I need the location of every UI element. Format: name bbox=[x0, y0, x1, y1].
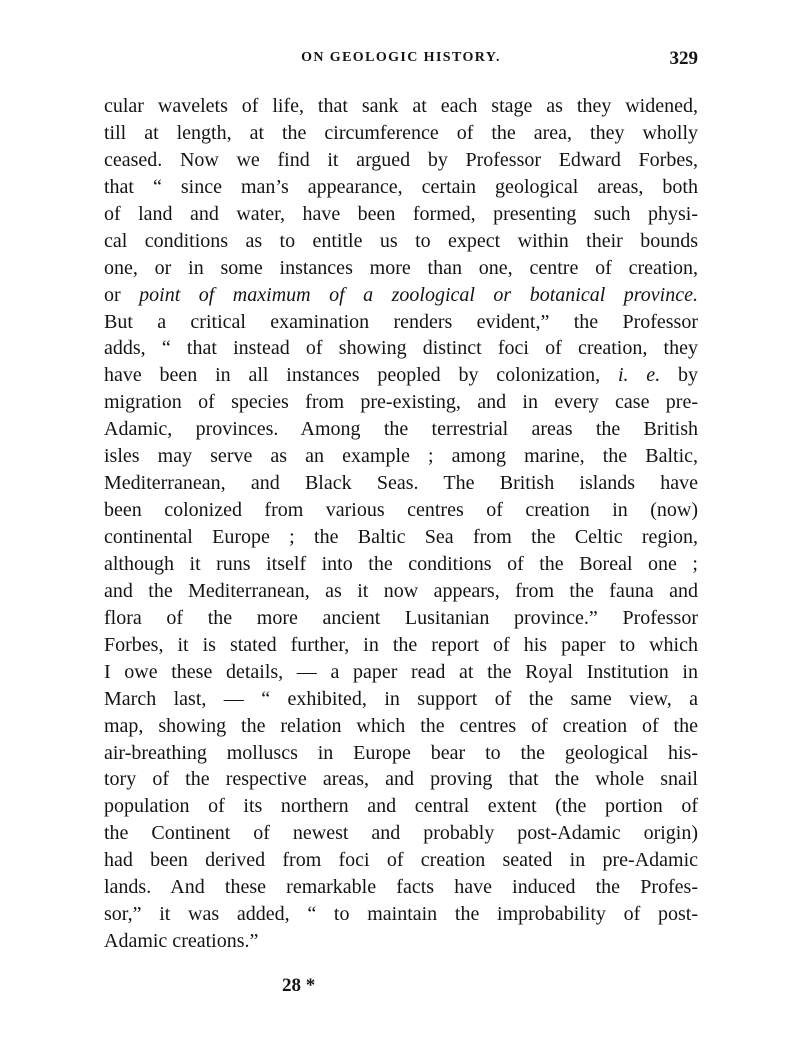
text-line bbox=[104, 524, 698, 551]
text-line bbox=[104, 793, 698, 820]
text-run: tory of the respective areas, and proving that the whole snail bbox=[104, 768, 698, 791]
text-line bbox=[104, 201, 698, 228]
text-run: I owe these details, — a paper read at the Royal Institution in bbox=[104, 660, 698, 683]
text-run: have been in all instances peopled by colonization, bbox=[104, 364, 618, 387]
text-run: isles may serve as an example ; among marine, the Baltic, bbox=[104, 445, 698, 468]
text-run: and the Mediterranean, as it now appears, from the fauna and bbox=[104, 579, 698, 602]
page-number: 329 bbox=[669, 48, 698, 69]
text-run: continental Europe ; the Baltic Sea from the Celtic region, bbox=[104, 526, 698, 548]
text-run: of land and water, have been formed, presenting such physi- bbox=[104, 202, 698, 225]
text-run: flora of the more ancient Lusitanian province.” Professor bbox=[104, 606, 698, 629]
text-line bbox=[104, 766, 698, 793]
text-line bbox=[104, 928, 698, 955]
text-line bbox=[104, 632, 698, 659]
text-run: Adamic, provinces. Among the terrestrial areas the British bbox=[104, 418, 698, 441]
text-run: Forbes, it is stated further, in the report of his paper to which bbox=[104, 633, 698, 656]
text-line bbox=[104, 740, 698, 767]
text-line bbox=[104, 174, 698, 201]
text-run: the Continent of newest and probably post-Adamic origin) bbox=[104, 822, 698, 845]
text-run: cal conditions as to entitle us to expect within their bounds bbox=[104, 229, 698, 252]
text-line bbox=[104, 120, 698, 147]
text-run: adds, “ that instead of showing distinct foci of creation, they bbox=[104, 337, 698, 360]
text-line bbox=[104, 309, 698, 336]
text-line bbox=[104, 255, 698, 282]
text-line bbox=[104, 820, 698, 847]
text-run: cular wavelets of life, that sank at each stage as they widened, bbox=[104, 95, 698, 117]
text-run: population of its northern and central extent (the portion of bbox=[104, 795, 698, 818]
italic-text: i. e. bbox=[617, 364, 661, 387]
text-line bbox=[104, 282, 698, 309]
text-run: or bbox=[104, 283, 140, 306]
text-run: Mediterranean, and Black Seas. The British islands have bbox=[104, 472, 698, 495]
text-line bbox=[104, 147, 698, 174]
text-line bbox=[104, 443, 698, 470]
text-run: till at length, at the circumference of the area, they wholly bbox=[104, 121, 698, 144]
running-title: ON GEOLOGIC HISTORY. bbox=[301, 50, 501, 65]
text-run: But a critical examination renders evident,” the Professor bbox=[104, 310, 698, 333]
body-text bbox=[104, 93, 698, 955]
text-line bbox=[104, 578, 698, 605]
text-run: been colonized from various centres of creation in (now) bbox=[104, 499, 698, 522]
text-run: air-breathing molluscs in Europe bear to the geological his- bbox=[104, 741, 698, 764]
italic-text: point of maximum of a zoological or botanical province. bbox=[139, 283, 698, 306]
text-run: by bbox=[660, 364, 699, 387]
text-run: March last, — “ exhibited, in support of the same view, a bbox=[104, 687, 698, 710]
text-line bbox=[104, 93, 698, 120]
text-run: Adamic creations.” bbox=[104, 930, 259, 953]
text-line bbox=[104, 847, 698, 874]
signature-mark: 28 * bbox=[282, 975, 316, 996]
text-run: one, or in some instances more than one, centre of creation, bbox=[104, 256, 698, 279]
text-line bbox=[104, 362, 698, 389]
text-line bbox=[104, 874, 698, 901]
text-run: had been derived from foci of creation seated in pre-Adamic bbox=[104, 849, 698, 872]
running-head bbox=[104, 48, 698, 72]
text-line bbox=[104, 416, 698, 443]
text-line bbox=[104, 335, 698, 362]
text-line bbox=[104, 605, 698, 632]
text-line bbox=[104, 551, 698, 578]
text-run: sor,” it was added, “ to maintain the improbability of post- bbox=[104, 903, 698, 926]
text-run: map, showing the relation which the centres of creation of the bbox=[104, 714, 698, 737]
text-line bbox=[104, 901, 698, 928]
text-run: although it runs itself into the conditions of the Boreal one ; bbox=[104, 552, 698, 575]
text-line bbox=[104, 686, 698, 713]
text-run: lands. And these remarkable facts have induced the Profes- bbox=[104, 876, 698, 899]
text-run: that “ since man’s appearance, certain geological areas, both bbox=[104, 175, 698, 198]
text-line bbox=[104, 389, 698, 416]
text-run: migration of species from pre-existing, and in every case pre- bbox=[104, 391, 698, 414]
text-line bbox=[104, 659, 698, 686]
text-line bbox=[104, 228, 698, 255]
text-run: ceased. Now we find it argued by Professor Edward Forbes, bbox=[104, 148, 698, 171]
text-line bbox=[104, 713, 698, 740]
text-line bbox=[104, 470, 698, 497]
text-line bbox=[104, 497, 698, 524]
